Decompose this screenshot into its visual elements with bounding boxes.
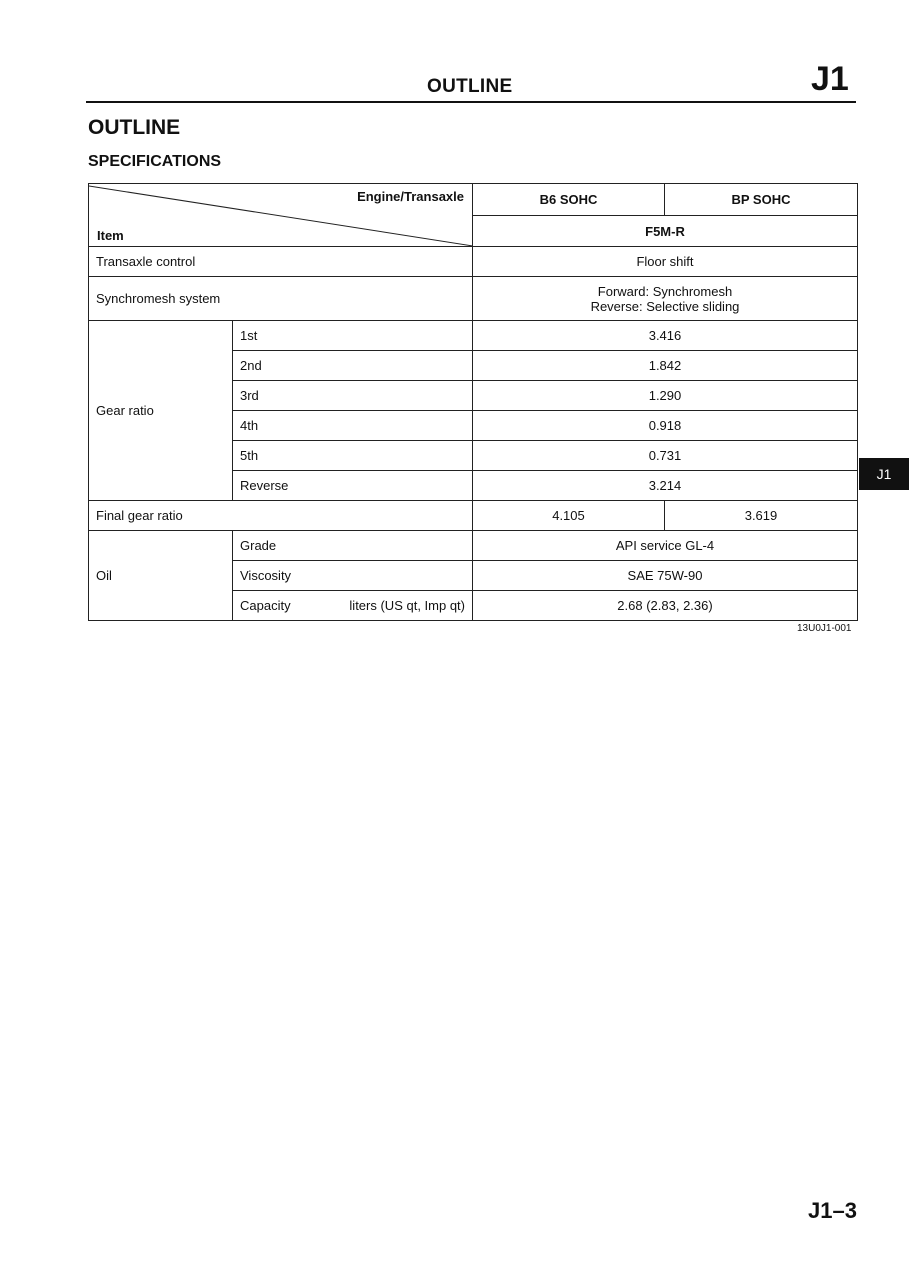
specifications-table: [88, 183, 858, 621]
table-row: [89, 531, 858, 561]
table-header-row: [89, 184, 858, 216]
gear-value: 0.918: [473, 411, 858, 441]
gear-name: Reverse: [233, 471, 473, 501]
oil-capacity-unit: liters (US qt, Imp qt): [349, 598, 465, 613]
gear-value: 3.214: [473, 471, 858, 501]
table-row: [89, 321, 858, 351]
section-title: OUTLINE: [88, 116, 181, 139]
oil-capacity-cell: [233, 591, 473, 621]
engine-bp-header: BP SOHC: [665, 184, 858, 216]
engine-transaxle-label: Engine/Transaxle: [357, 189, 464, 204]
oil-viscosity-label: Viscosity: [233, 561, 473, 591]
header-chapter: J1: [811, 60, 849, 98]
final-gear-b6: 4.105: [473, 501, 665, 531]
figure-reference: 13U0J1-001: [797, 623, 852, 634]
gear-value: 1.290: [473, 381, 858, 411]
row-label-final-gear: Final gear ratio: [89, 501, 473, 531]
header-rule: [86, 101, 856, 103]
chapter-side-tab: J1: [859, 458, 909, 490]
row-value-synchromesh: [473, 277, 858, 321]
table-row: [89, 277, 858, 321]
page-number: J1–3: [808, 1198, 857, 1223]
transaxle-model: F5M-R: [473, 216, 858, 247]
row-label-transaxle-control: Transaxle control: [89, 247, 473, 277]
subsection-title: SPECIFICATIONS: [88, 153, 222, 170]
oil-capacity-value: 2.68 (2.83, 2.36): [473, 591, 858, 621]
synchromesh-reverse: Reverse: Selective sliding: [590, 298, 740, 314]
engine-b6-header: B6 SOHC: [473, 184, 665, 216]
corner-cell: [89, 184, 473, 247]
gear-name: 4th: [233, 411, 473, 441]
row-label-synchromesh: Synchromesh system: [89, 277, 473, 321]
gear-name: 2nd: [233, 351, 473, 381]
gear-name: 1st: [233, 321, 473, 351]
item-label: Item: [97, 228, 124, 243]
table-row: [89, 501, 858, 531]
gear-name: 5th: [233, 441, 473, 471]
oil-grade-value: API service GL-4: [473, 531, 858, 561]
final-gear-bp: 3.619: [665, 501, 858, 531]
oil-capacity-label: Capacity: [240, 598, 291, 613]
row-value-transaxle-control: Floor shift: [473, 247, 858, 277]
header-title: OUTLINE: [427, 76, 513, 97]
gear-value: 0.731: [473, 441, 858, 471]
oil-label: Oil: [89, 531, 233, 621]
gear-value: 3.416: [473, 321, 858, 351]
oil-viscosity-value: SAE 75W-90: [473, 561, 858, 591]
gear-value: 1.842: [473, 351, 858, 381]
synchromesh-forward: Forward: Synchromesh: [597, 283, 733, 299]
gear-name: 3rd: [233, 381, 473, 411]
table-row: [89, 247, 858, 277]
gear-ratio-label: Gear ratio: [89, 321, 233, 501]
oil-grade-label: Grade: [233, 531, 473, 561]
